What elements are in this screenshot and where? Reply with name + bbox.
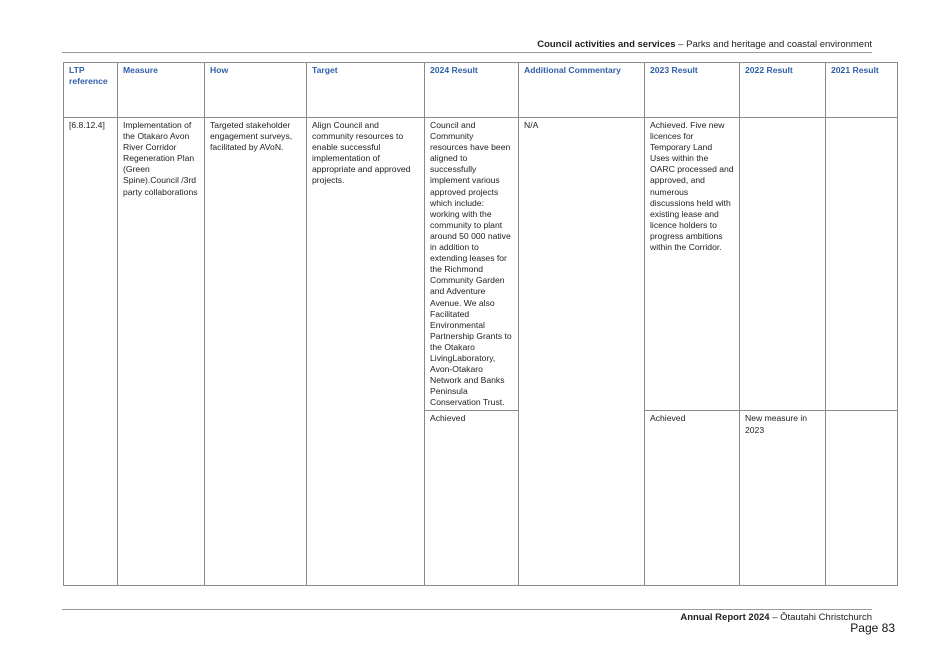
header-divider <box>62 52 872 53</box>
table-row <box>64 118 898 411</box>
cell-2022-status: New measure in 2023 <box>740 411 826 586</box>
column-header-2023-result: 2023 Result <box>645 63 740 118</box>
page-footer <box>680 612 872 623</box>
page-number: Page 83 <box>850 621 895 635</box>
footer-report-title: Annual Report 2024 <box>680 612 770 623</box>
cell-2024-status: Achieved <box>425 411 519 586</box>
header-section-subtitle: – Parks and heritage and coastal environment <box>675 39 872 50</box>
cell-2022-result <box>740 118 826 411</box>
cell-2023-status: Achieved <box>645 411 740 586</box>
column-header-2022-result: 2022 Result <box>740 63 826 118</box>
column-header-additional-commentary: Additional Commentary <box>519 63 645 118</box>
cell-ltp-reference: [6.8.12.4] <box>64 118 118 586</box>
column-header-2024-result: 2024 Result <box>425 63 519 118</box>
column-header-how: How <box>205 63 307 118</box>
footer-report-place: – Ōtautahi Christchurch <box>769 612 872 623</box>
column-header-2021-result: 2021 Result <box>826 63 898 118</box>
header-section-title: Council activities and services <box>537 39 676 50</box>
cell-target: Align Council and community resources to enable successful implementation of appropriate and approved projects. <box>307 118 425 586</box>
cell-measure: Implementation of the Otakaro Avon River Corridor Regeneration Plan (Green Spine).Council /3rd party collaborations <box>118 118 205 586</box>
page-header <box>537 39 872 50</box>
column-header-ltp-reference: LTP reference <box>64 63 118 118</box>
column-header-target: Target <box>307 63 425 118</box>
cell-2021-result <box>826 118 898 411</box>
cell-2023-result: Achieved. Five new licences for Temporary Land Uses within the OARC processed and approved, and numerous discussions held with existing lease and licence holders to progress ambitions within the Corridor. <box>645 118 740 411</box>
cell-additional-commentary: N/A <box>519 118 645 586</box>
footer-divider <box>62 609 872 610</box>
cell-2024-result: Council and Community resources have been aligned to successfully implement various approved projects which include: working with the community to plant around 50 000 native in addition to extending leases for the Richmond Community Garden and Adventure Avenue. We also Facilitated Environmental Partnership Grants to the Otakaro LivingLaboratory, Avon-Otakaro Network and Banks Peninsula Conservation Trust. <box>425 118 519 411</box>
cell-how: Targeted stakeholder engagement surveys, facilitated by AVoN. <box>205 118 307 586</box>
table-header-row <box>64 63 898 118</box>
cell-2021-status <box>826 411 898 586</box>
column-header-measure: Measure <box>118 63 205 118</box>
performance-measures-table <box>63 62 898 586</box>
